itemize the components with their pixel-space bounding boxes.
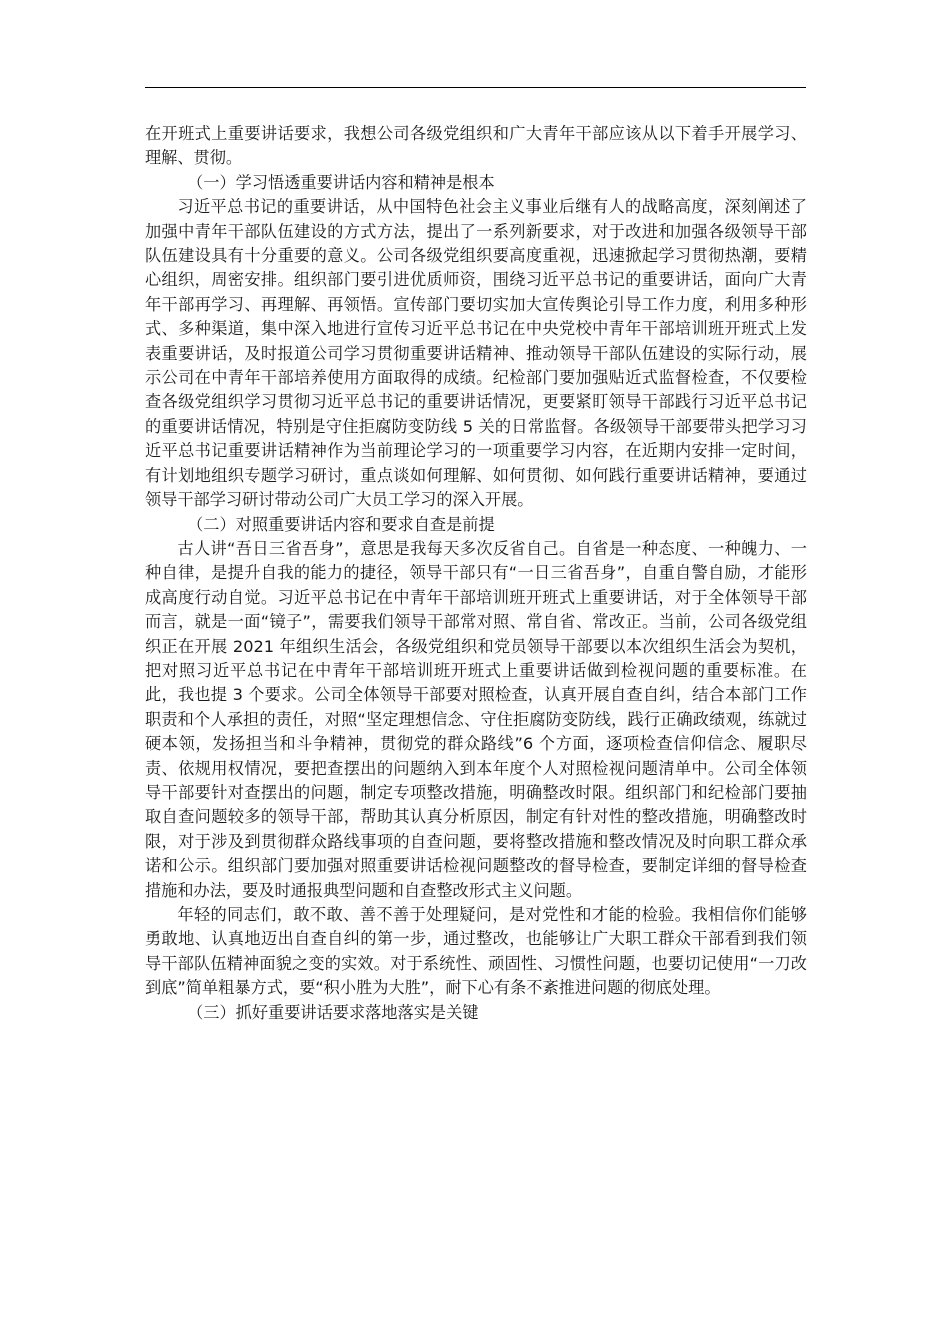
- section-heading-2: （二）对照重要讲话内容和要求自查是前提: [187, 514, 495, 534]
- paragraph: 古人讲“吾日三省吾身”，意思是我每天多次反省自己。自省是一种态度、一种魄力、一种自律，是提升自我的能力的捷径，领导干部只有“一日三省吾身”，自重自警自励，才能形成高度行动自觉。习近平总书记在中青年干部培训班开班式上重要讲话，对于全体领导干部而言，就是一面“镜子”，需要我们领导干部常对照、常自省、常改正。当前，公司各级党组织正在开展 2021 年组织生活会，各级党组织和党员领导干部要以本次组织生活会为契机，把对照习近平总书记在中青年干部培训班开班式上重要讲话做到检视问题的重要标准。在此，我也提 3 个要求。公司全体领导干部要对照检查，认真开展自查自纠，结合本部门工作职责和个人承担的责任，对照“坚定理想信念、守住拒腐防变防线，践行正确政绩观，练就过硬本领，发扬担当和斗争精神，贯彻党的群众路线”6 个方面，逐项检查信仰信念、履职尽责、依规用权情况，要把查摆出的问题纳入到本年度个人对照检视问题清单中。公司全体领导干部要针对查摆出的问题，制定专项整改措施，明确整改时限。组织部门和纪检部门要抽取自查问题较多的领导干部，帮助其认真分析原因，制定有针对性的整改措施，明确整改时限，对于涉及到贯彻群众路线事项的自查问题，要将整改措施和整改情况及时向职工群众承诺和公示。组织部门要加强对照重要讲话检视问题整改的督导检查，要制定详细的督导检查措施和办法，要及时通报典型问题和自查整改形式主义问题。: [145, 538, 807, 900]
- section-heading-1: （一）学习悟透重要讲话内容和精神是根本: [187, 172, 495, 192]
- section-heading-3: （三）抓好重要讲话要求落地落实是关键: [187, 1002, 479, 1022]
- header-rule: [145, 87, 806, 88]
- document-body: [145, 122, 807, 1025]
- paragraph: 年轻的同志们，敢不敢、善不善于处理疑问，是对党性和才能的检验。我相信你们能够勇敢地、认真地迈出自查自纠的第一步，通过整改，也能够让广大职工群众干部看到我们领导干部队伍精神面貌之变的实效。对于系统性、顽固性、习惯性问题，也要切记使用“一刀改到底”简单粗暴方式，要“积小胜为大胜”，耐下心有条不紊推进问题的彻底处理。: [145, 905, 807, 998]
- paragraph: 习近平总书记的重要讲话，从中国特色社会主义事业后继有人的战略高度，深刻阐述了加强中青年干部队伍建设的方式方法，提出了一系列新要求，对于改进和加强各级领导干部队伍建设具有十分重要的意义。公司各级党组织要高度重视，迅速掀起学习贯彻热潮，要精心组织，周密安排。组织部门要引进优质师资，围绕习近平总书记的重要讲话，面向广大青年干部再学习、再理解、再领悟。宣传部门要切实加大宣传舆论引导工作力度，利用多种形式、多种渠道，集中深入地进行宣传习近平总书记在中央党校中青年干部培训班开班式上发表重要讲话，及时报道公司学习贯彻重要讲话精神、推动领导干部队伍建设的实际行动，展示公司在中青年干部培养使用方面取得的成绩。纪检部门要加强贴近式监督检查，不仅要检查各级党组织学习贯彻习近平总书记的重要讲话情况，更要紧盯领导干部践行习近平总书记的重要讲话情况，特别是守住拒腐防变防线 5 关的日常监督。各级领导干部要带头把学习习近平总书记重要讲话精神作为当前理论学习的一项重要学习内容，在近期内安排一定时间，有计划地组织专题学习研讨，重点谈如何理解、如何贯彻、如何践行重要讲话精神，要通过领导干部学习研讨带动公司广大员工学习的深入开展。: [145, 197, 807, 510]
- paragraph-continuation: 在开班式上重要讲话要求，我想公司各级党组织和广大青年干部应该从以下着手开展学习、理解、贯彻。: [145, 124, 807, 168]
